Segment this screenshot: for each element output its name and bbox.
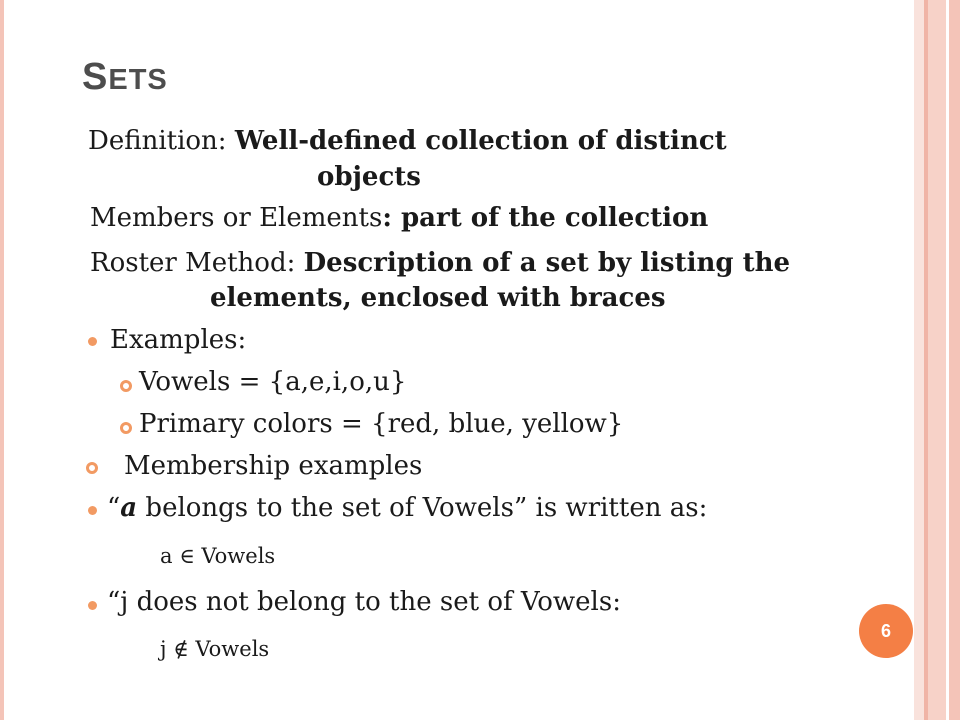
slide-frame-left xyxy=(0,0,4,720)
variable-a: a xyxy=(120,493,138,523)
definition-text-cont: objects xyxy=(317,162,421,192)
roster-label: Roster Method: xyxy=(90,248,304,278)
roster-text-cont: elements, enclosed with braces xyxy=(210,283,666,313)
belongs-statement: “a belongs to the set of Vowels” is written as: xyxy=(107,493,708,523)
not-belongs-expression: j ∉ Vowels xyxy=(160,637,270,661)
not-belongs-statement: “j does not belong to the set of Vowels: xyxy=(107,587,621,617)
bullet-ring-icon xyxy=(86,462,98,474)
roster-line xyxy=(90,248,790,278)
belongs-expression: a ∈ Vowels xyxy=(160,544,276,568)
membership-label: Membership examples xyxy=(124,451,423,481)
bullet-dot-icon xyxy=(88,337,97,346)
definition-label: Definition: xyxy=(88,126,235,156)
slide-title: SETS xyxy=(82,56,168,98)
bullet-ring-icon xyxy=(120,422,132,434)
example-colors: Primary colors = {red, blue, yellow} xyxy=(139,409,624,439)
bullet-dot-icon xyxy=(88,506,97,515)
definition-line xyxy=(88,126,727,156)
members-line xyxy=(90,203,708,233)
examples-label: Examples: xyxy=(110,325,247,355)
page-number-badge xyxy=(859,604,913,658)
slide-frame-right xyxy=(914,0,960,720)
bullet-dot-icon xyxy=(88,601,97,610)
members-text: : part of the collection xyxy=(382,203,709,233)
members-label: Members or Elements xyxy=(90,203,383,233)
page-number: 6 xyxy=(880,620,891,641)
bullet-ring-icon xyxy=(120,380,132,392)
example-vowels: Vowels = {a,e,i,o,u} xyxy=(139,367,407,397)
definition-text: Well-defined collection of distinct xyxy=(234,126,727,156)
roster-text: Description of a set by listing the xyxy=(303,248,791,278)
